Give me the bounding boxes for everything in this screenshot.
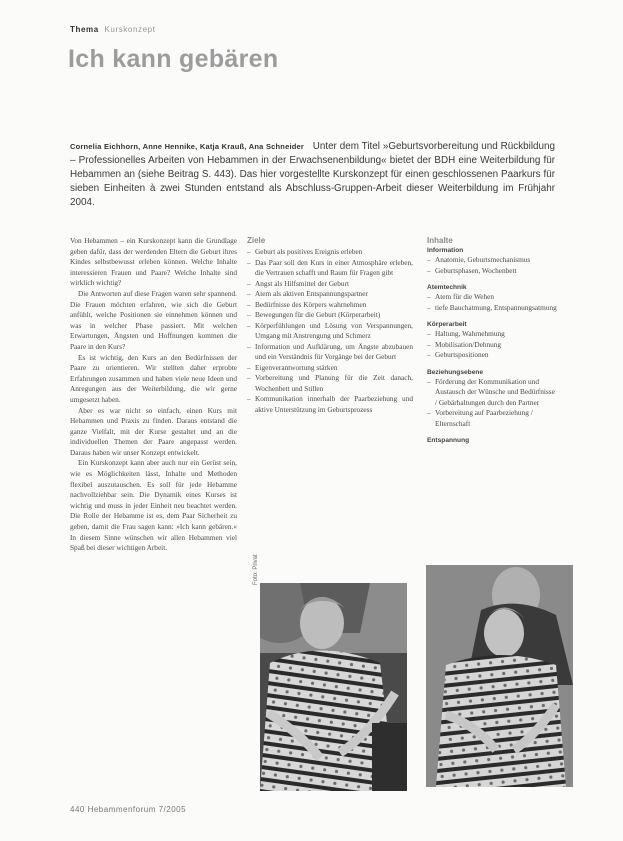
ziele-item: – Vorbereitung und Planung für die Zeit danach, Wochenbett und Stillen	[247, 373, 413, 394]
article-lead	[70, 140, 555, 210]
ziele-item: – Eigenverantwortung stärken	[247, 363, 413, 374]
body-paragraph: Von Hebammen – ein Kurskonzept kann die Grundlage geben dafür, dass der werdenden Eltern die Geburt ihres Kindes selbstbewusst erleben können. Welche Inhalte interessieren Frauen und Paare? Welche Inhalte sind wirklich wichtig?	[70, 236, 237, 288]
ziele-item: – Bedürfnisse des Körpers wahrnehmen	[247, 300, 413, 311]
ziele-item: – Das Paar soll den Kurs in einer Atmosphäre erleben, die Vertrauen schafft und Raum für Fragen gibt	[247, 258, 413, 279]
inhalte-group-title: Atemtechnik	[427, 284, 467, 291]
ziele-item: – Kommunikation innerhalb der Paarbeziehung und aktive Unterstützung im Geburtsprozess	[247, 394, 413, 415]
ziele-item: – Bewegungen für die Geburt (Körperarbeit)	[247, 310, 413, 321]
ziele-item: – Geburt als positives Ereignis erleben	[247, 247, 413, 258]
inhalte-heading: Inhalte	[427, 236, 453, 245]
inhalte-item: – Haltung, Wahrnehmung	[427, 329, 557, 340]
lead-text: Unter dem Titel »Geburtsvorbereitung und Rückbildung – Professionelles Arbeiten von Hebammen in der Erwachsenenbildung« bietet der BDH eine Weiterbildung für Hebammen an (siehe Beitrag S. 443). Das hier vorgestellte Kurskonzept für einen geschlossenen Paarkurs für sieben Einheiten à zwei Stunden entstand als Abschluss-Gruppen-Arbeit dieser Weiterbildung im Frühjahr 2004.	[70, 141, 555, 208]
section-kicker	[70, 25, 156, 34]
couple-photo-right-graphic	[426, 565, 573, 787]
inhalte-item: – Vorbereitung auf Paarbeziehung / Elternschaft	[427, 408, 557, 429]
author-line: Cornelia Eichhorn, Anne Hennike, Katja Krauß, Ana Schneider	[70, 142, 305, 151]
page-footer: 440 Hebammenforum 7/2005	[70, 805, 187, 814]
couple-photo-left	[260, 583, 407, 791]
ziele-heading: Ziele	[247, 236, 266, 245]
inhalte-group-title: Information	[427, 247, 464, 254]
ziele-list	[247, 247, 413, 415]
body-paragraph: Es ist wichtig, den Kurs an den Bedürfnissen der Paare zu orientieren. Wir stellten daher erprobte Erfahrungen zusammen und haben viele neue Ideen und Anregungen aus der Weiterbildung, die wir gerne umgesetzt haben.	[70, 352, 237, 404]
inhalte-item: – Mobilisation/Dehnung	[427, 340, 557, 351]
ziele-item: – Information und Aufklärung, um Ängste abzubauen und ein Verständnis für Vorgänge bei der Geburt	[247, 342, 413, 363]
inhalte-group-list	[427, 292, 557, 313]
photo-credit: Foto: Privat	[253, 554, 259, 585]
couple-photo-right	[426, 565, 573, 787]
body-paragraph: Aber es war nicht so einfach, einen Kurs mit Hebammen und Praxis zu finden. Daraus entstand die ganze Vielfalt, mit der Kurse gestaltet und an die individuellen Themen der Paare angepasst werden. Daraus haben wir unser Konzept entwickelt.	[70, 405, 237, 457]
inhalte-item: – Atem für die Wehen	[427, 292, 557, 303]
ziele-box	[247, 236, 413, 415]
inhalte-group-title: Beziehungsebene	[427, 368, 484, 376]
ziele-item: – Körperfühlungen und Lösung von Verspannungen, Umgang mit Anstrengung und Schmerz	[247, 321, 413, 342]
inhalte-group-title: Körperarbeit	[427, 321, 467, 328]
inhalte-group-title: Entspannung	[427, 437, 470, 444]
inhalte-group-list	[427, 329, 557, 361]
inhalte-item: – Geburtsphasen, Wochenbett	[427, 266, 557, 277]
inhalte-group-list	[427, 377, 557, 430]
ziele-item: – Angst als Hilfsmittel der Geburt	[247, 279, 413, 290]
body-paragraph: Ein Kurskonzept kann aber auch nur ein Gerüst sein, wie es Möglichkeiten lässt, Inhalte und Methoden flexibel auszutauschen. Es soll für jede Hebamme nachvollziehbar sein. Die Dynamik eines Kurses ist wichtig und muss in jeder Einheit neu beachtet werden. Die Rolle der Hebamme ist es, dem Paar Sicherheit zu geben, damit die Frau sagen kann: »Ich kann gebären.« In diesem Sinne wünschen wir allen Hebammen viel Spaß bei dieser wichtigen Arbeit.	[70, 458, 237, 553]
kicker-topic: Kurskonzept	[104, 25, 156, 34]
inhalte-box	[427, 236, 557, 445]
body-column	[70, 236, 237, 554]
article-title: Ich kann gebären	[68, 45, 279, 73]
inhalte-item: – Anatomie, Geburtsmechanismus	[427, 255, 557, 266]
inhalte-group-list	[427, 255, 557, 276]
inhalte-item: – Förderung der Kommunikation und Austausch der Wünsche und Bedürfnisse / Gebärhaltungen durch den Partner	[427, 377, 557, 409]
kicker-label: Thema	[70, 25, 99, 34]
body-paragraph: Die Antworten auf diese Fragen waren sehr spannend. Die Frauen möchten erfahren, wie sich die Geburt anfühlt, welche Positionen sie einnehmen können und was in welcher Phase passiert. Mit welchen Erwartungen, Ängsten und Hoffnungen kommen die Paare in den Kurs?	[70, 288, 237, 351]
inhalte-item: – tiefe Bauchatmung, Entspannungsatmung	[427, 303, 557, 314]
ziele-item: – Atem als aktiven Entspannungspartner	[247, 289, 413, 300]
inhalte-item: – Geburtspositionen	[427, 350, 557, 361]
couple-photo-left-graphic	[260, 583, 407, 791]
